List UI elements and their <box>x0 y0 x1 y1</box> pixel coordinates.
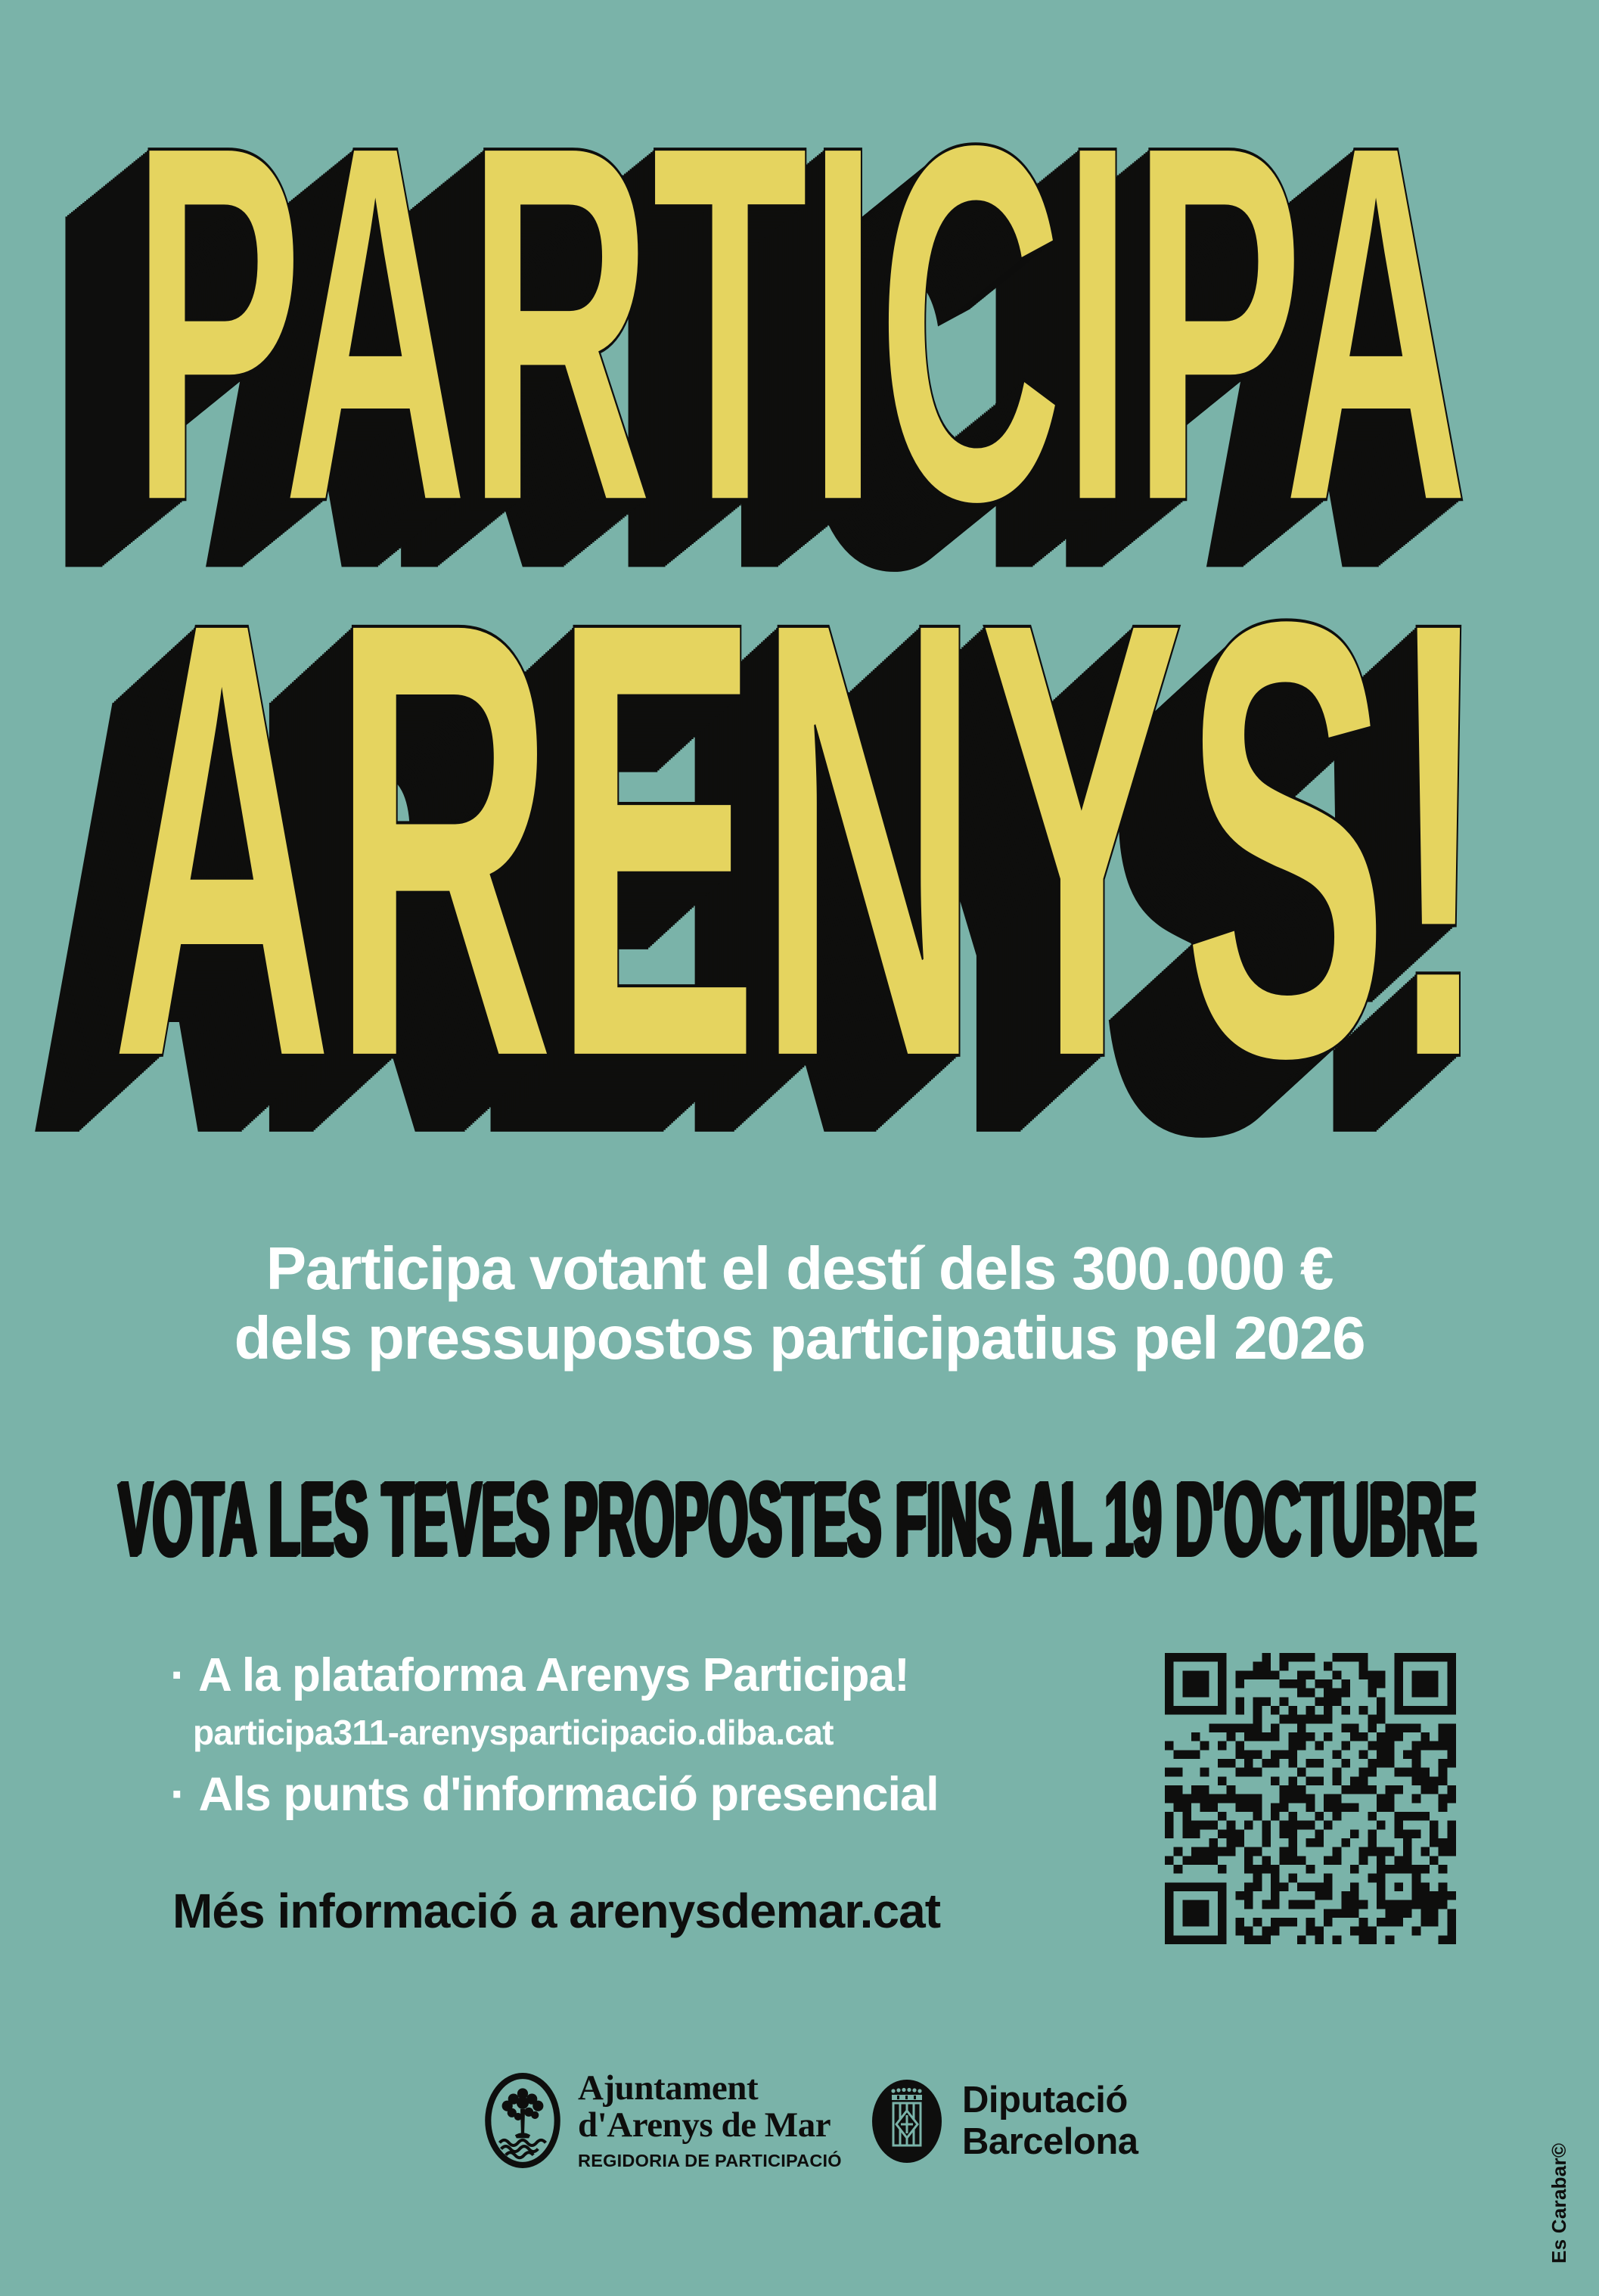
title-line-2: ARENYS! <box>110 492 1489 1188</box>
bullet-dot-icon: · <box>170 1649 185 1701</box>
subtitle-line-1: Participa votant el destí dels 300.000 € <box>265 1235 1334 1302</box>
bullet-item-platform <box>170 1649 909 1701</box>
arenys-crest-icon <box>484 2072 561 2169</box>
bullet-label-inperson: Als punts d'informació presencial <box>198 1768 939 1821</box>
bullet-label-platform: A la plataforma Arenys Participa! <box>198 1649 909 1701</box>
bullet-dot-icon: · <box>170 1768 186 1821</box>
title-line-1: PARTICIPA <box>131 39 1468 609</box>
more-info-text: Més informació a arenysdemar.cat <box>172 1884 941 1938</box>
diputacio-crest-icon <box>870 2079 944 2164</box>
subtitle-line-2: dels pressupostos participatius pel 2026 <box>234 1304 1365 1372</box>
bullet-item-inperson <box>170 1768 939 1821</box>
ajuntament-wordmark-line1: Ajuntament <box>578 2068 759 2108</box>
regidoria-label: REGIDORIA DE PARTICIPACIÓ <box>578 2150 842 2170</box>
qr-code-icon <box>1165 1653 1456 1944</box>
diputacio-wordmark-line2: Barcelona <box>962 2121 1138 2162</box>
diputacio-wordmark-line1: Diputació <box>962 2080 1128 2121</box>
diputacio-logo <box>870 2079 1138 2164</box>
ajuntament-wordmark-line2: d'Arenys de Mar <box>578 2105 831 2145</box>
deadline-headline: VOTA LES TEVES PROPOSTES FINS AL 19 D'OCTUBRE <box>120 1459 1479 1577</box>
subtitle <box>0 1234 1599 1373</box>
credit-text: Es Carabar© <box>1548 2142 1570 2263</box>
platform-url: participa311-arenysparticipacio.diba.cat <box>193 1713 834 1752</box>
ajuntament-logo <box>484 2070 842 2171</box>
